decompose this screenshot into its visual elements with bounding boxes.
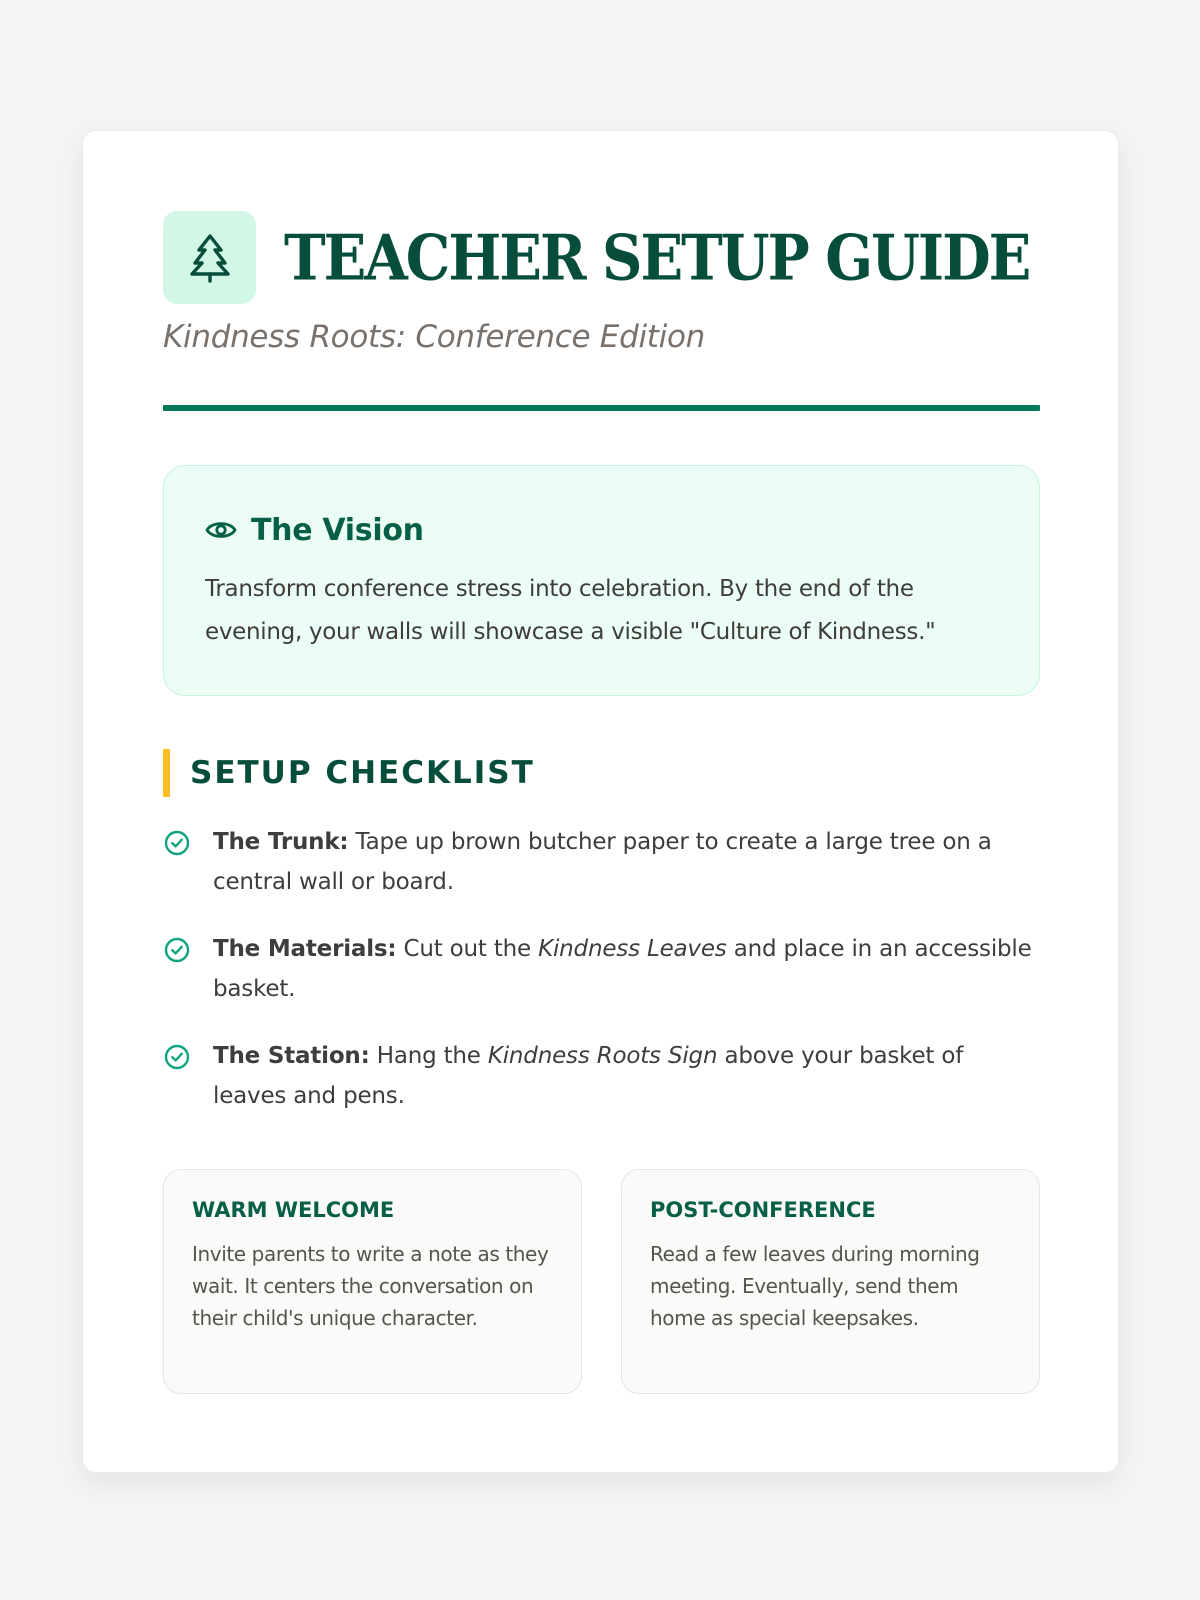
page-title: TEACHER SETUP GUIDE (284, 220, 1030, 295)
tip-text: Invite parents to write a note as they wait. It centers the conversation on their child's unique character. (192, 1242, 549, 1330)
tip-text: Read a few leaves during morning meeting. Eventually, send them home as special keepsakes. (650, 1242, 980, 1330)
tip-title: WARM WELCOME (192, 1198, 395, 1222)
guide-card (82, 130, 1119, 1473)
vision-callout (163, 465, 1040, 696)
tip-title: POST-CONFERENCE (650, 1198, 876, 1222)
tree-icon (163, 211, 256, 304)
check-circle-icon (163, 936, 191, 964)
vision-text: Transform conference stress into celebration. By the end of the evening, your walls will showcase a visible "Culture of Kindness." (205, 576, 936, 645)
kindness-roots-sign-emphasis: Kindness Roots Sign (487, 1043, 718, 1069)
vision-title: The Vision (251, 512, 424, 548)
tip-card-warm-welcome (163, 1169, 582, 1394)
page-subtitle: Kindness Roots: Conference Edition (163, 319, 705, 355)
kindness-leaves-emphasis: Kindness Leaves (538, 936, 727, 962)
checklist-item-text: The Station: Hang the Kindness Roots Sign above your basket of leaves and pens. (213, 1043, 964, 1109)
check-circle-icon (163, 829, 191, 857)
checklist-item-trunk (163, 822, 1040, 902)
checklist-item-label: The Station: (213, 1043, 370, 1069)
checklist-item-label: The Materials: (213, 936, 397, 962)
eye-icon (205, 518, 237, 542)
check-circle-icon (163, 1043, 191, 1071)
checklist-item-label: The Trunk: (213, 829, 349, 855)
checklist-header (163, 749, 535, 797)
checklist-title: SETUP CHECKLIST (190, 755, 535, 791)
vision-header (205, 506, 999, 554)
checklist-item-text: The Trunk: Tape up brown butcher paper to create a large tree on a central wall or board. (213, 829, 992, 895)
checklist-item-station (163, 1036, 1040, 1116)
header (163, 211, 1029, 304)
checklist-item-text: The Materials: Cut out the Kindness Leaves and place in an accessible basket. (213, 936, 1032, 1002)
header-divider (163, 405, 1040, 411)
checklist-item-materials (163, 929, 1040, 1009)
tip-card-post-conference (621, 1169, 1040, 1394)
